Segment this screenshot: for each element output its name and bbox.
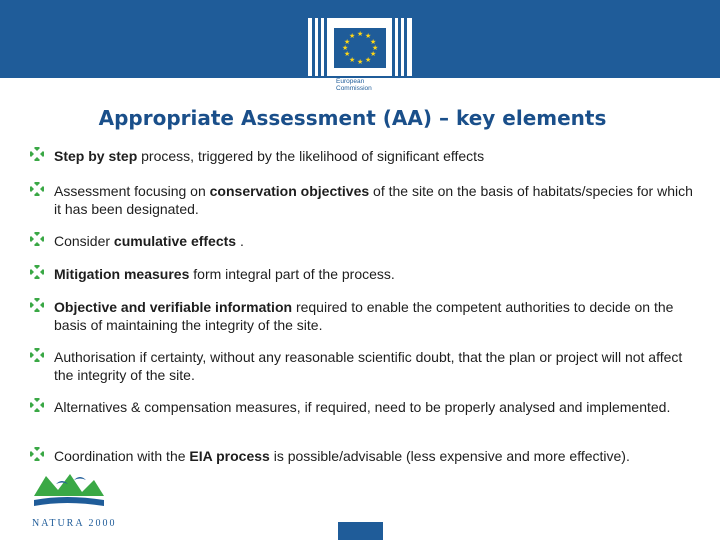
european-commission-logo — [308, 18, 412, 98]
bullet-diamond-icon — [30, 398, 44, 412]
bullet-emphasis: Objective and verifiable information — [54, 299, 293, 315]
brand-line-2: Commission — [336, 85, 372, 92]
bullet-text — [54, 182, 694, 218]
bullet-diamond-icon — [30, 147, 44, 161]
bullet-text — [54, 398, 694, 416]
bullet-diamond-icon — [30, 232, 44, 246]
bullet-text — [54, 298, 694, 334]
bullet-diamond-icon — [30, 182, 44, 196]
natura-mountains — [34, 474, 104, 496]
bullet-span: required to enable the competent authorities to decide on the basis of maintaining the integrity of the site. — [54, 299, 674, 333]
eu-flag-icon: ★ ★ ★ ★ ★ ★ ★ ★ ★ ★ ★ ★ — [334, 28, 386, 68]
bullet-span: form integral part of the process. — [189, 266, 395, 282]
bullet-emphasis: Mitigation measures — [54, 266, 190, 282]
bullet-diamond-icon — [30, 447, 44, 461]
bullet-span: Consider — [54, 233, 114, 249]
natura-bird-icon — [74, 477, 86, 480]
bullet-emphasis: cumulative effects — [113, 233, 237, 249]
bullet-span: of the site on the basis of habitats/species for which it has been designated. — [54, 183, 693, 217]
bullet-text — [54, 147, 694, 165]
natura-2000-logo — [26, 466, 126, 530]
bullet-span: process, triggered by the likelihood of significant effects — [137, 148, 485, 164]
bullet-diamond-icon — [30, 298, 44, 312]
bullet-emphasis: Step by step — [54, 148, 138, 164]
bullet-span: is possible/advisable (less expensive and more effective). — [269, 448, 630, 464]
bullet-span: Authorisation if certainty, without any reasonable scientific doubt, that the plan or project will not affect the integrity of the site. — [54, 349, 683, 383]
bullet-text — [54, 232, 694, 250]
bullet-span: Coordination with the — [54, 448, 190, 464]
slide-title: Appropriate Assessment (AA) – key elements — [98, 106, 607, 130]
bullet-text — [54, 265, 694, 283]
bottom-flag-icon — [338, 522, 383, 540]
natura-water — [34, 497, 104, 506]
natura-label: NATURA 2000 — [32, 518, 117, 529]
bullet-text — [54, 348, 694, 384]
bullet-emphasis: conservation objectives — [209, 183, 370, 199]
bullet-span: . — [236, 233, 244, 249]
bullet-span: Alternatives & compensation measures, if required, need to be properly analysed and implemented. — [54, 399, 671, 415]
bullet-diamond-icon — [30, 265, 44, 279]
bullet-diamond-icon — [30, 348, 44, 362]
brand-text — [336, 78, 372, 92]
bullet-span: Assessment focusing on — [54, 183, 210, 199]
bullet-text — [54, 447, 694, 465]
brand-line-1: European — [336, 78, 365, 85]
bullet-emphasis: EIA process — [189, 448, 270, 464]
